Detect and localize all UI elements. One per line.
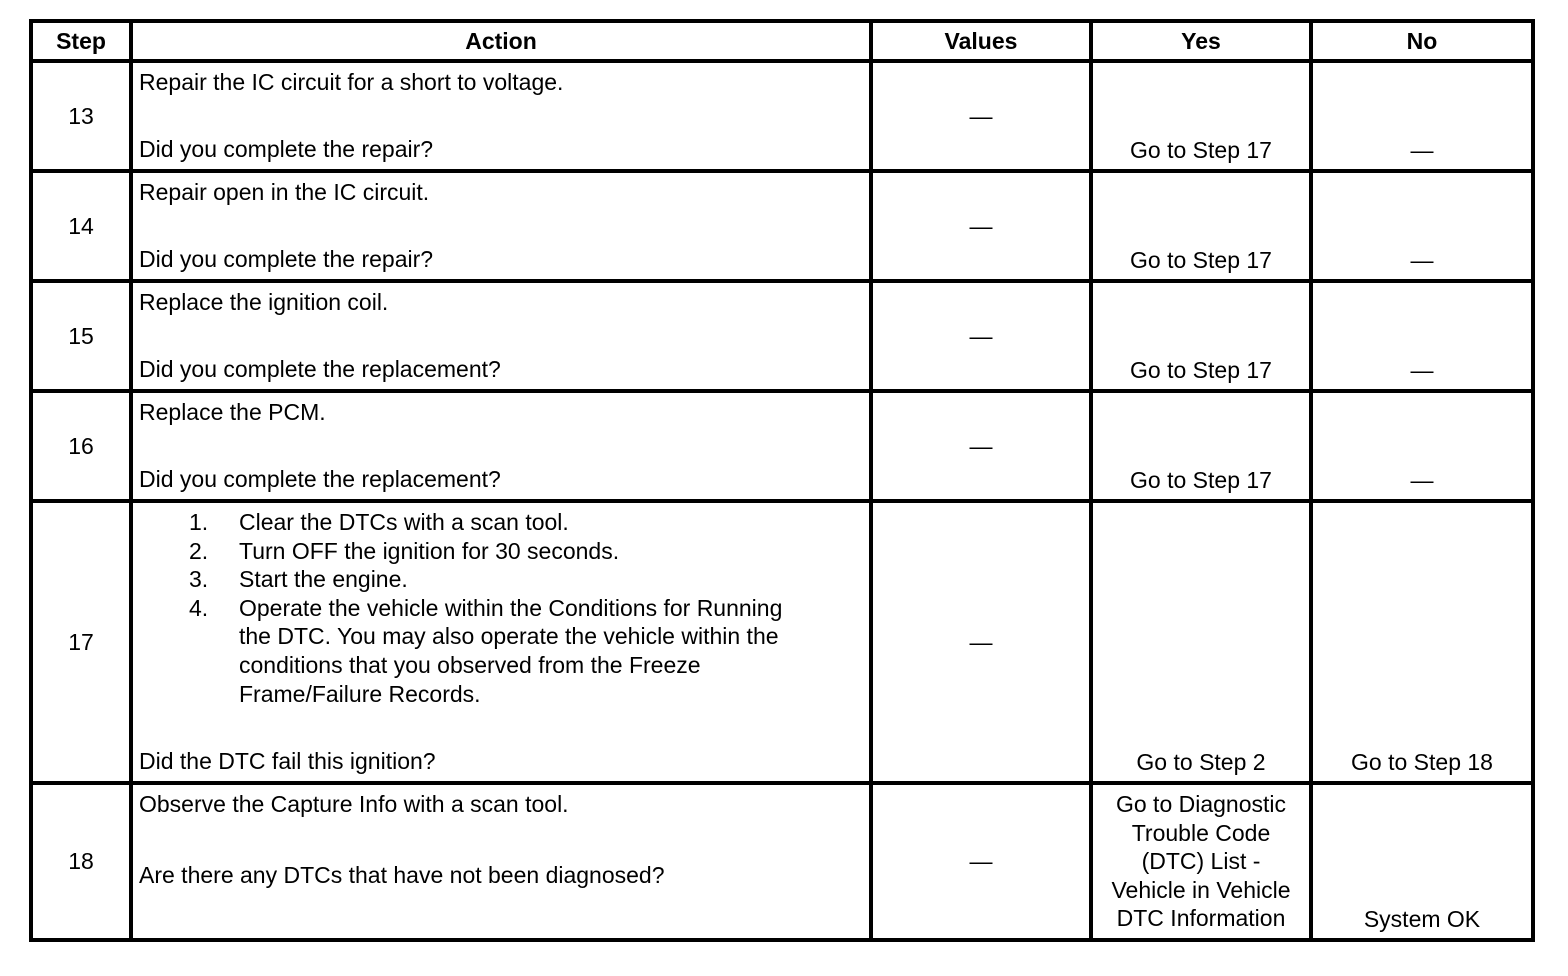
yes-line: Go to Diagnostic [1115, 791, 1287, 818]
header-yes: Yes [1091, 21, 1311, 61]
table-row [31, 281, 1533, 391]
action-cell [131, 171, 871, 281]
action-list-container [139, 508, 863, 708]
table-row [31, 171, 1533, 281]
yes-cell: Go to Step 17 [1091, 281, 1311, 391]
table-row [31, 391, 1533, 501]
list-item-number: 3. [189, 566, 209, 593]
list-item-line: Frame/Failure Records. [239, 680, 481, 707]
list-item-number: 2. [189, 537, 209, 564]
no-cell: — [1311, 61, 1533, 171]
no-cell: — [1311, 391, 1533, 501]
diagnostic-table [29, 19, 1535, 942]
action-text: Repair open in the IC circuit. [139, 179, 430, 205]
table-row [31, 61, 1533, 171]
values-cell: — [871, 501, 1091, 783]
values-cell: — [871, 783, 1091, 940]
list-item-number: 4. [189, 594, 209, 621]
action-text: Replace the PCM. [139, 399, 326, 425]
list-item [139, 565, 863, 594]
step-number: 14 [31, 171, 131, 281]
step-number: 15 [31, 281, 131, 391]
yes-line: Vehicle in Vehicle [1111, 876, 1291, 903]
list-item-number: 1. [189, 509, 209, 535]
action-text: Repair the IC circuit for a short to voltage. [139, 69, 564, 95]
action-cell [131, 61, 871, 171]
step-number: 18 [31, 783, 131, 940]
header-action: Action [131, 21, 871, 61]
action-cell [131, 501, 871, 783]
list-item-text: Clear the DTCs with a scan tool. [239, 509, 569, 535]
action-question: Did you complete the replacement? [139, 466, 501, 492]
action-question: Did the DTC fail this ignition? [139, 748, 436, 774]
yes-text [1093, 790, 1309, 933]
action-text: Replace the ignition coil. [139, 289, 389, 315]
list-item-text: Start the engine. [239, 566, 408, 593]
yes-line: Trouble Code [1131, 819, 1271, 846]
list-item-line: the DTC. You may also operate the vehicle within the [239, 623, 779, 650]
yes-line: DTC Information [1116, 905, 1286, 932]
values-cell: — [871, 281, 1091, 391]
list-item-text: Turn OFF the ignition for 30 seconds. [239, 537, 620, 564]
yes-cell [1091, 783, 1311, 940]
action-question: Did you complete the repair? [139, 136, 434, 162]
yes-cell: Go to Step 2 [1091, 501, 1311, 783]
values-cell: — [871, 61, 1091, 171]
no-cell: — [1311, 281, 1533, 391]
header-row [31, 21, 1533, 61]
action-question: Did you complete the replacement? [139, 356, 501, 382]
yes-cell: Go to Step 17 [1091, 171, 1311, 281]
values-cell: — [871, 391, 1091, 501]
yes-line: (DTC) List - [1141, 848, 1261, 875]
action-question: Did you complete the repair? [139, 246, 434, 272]
list-item [139, 537, 863, 566]
header-step: Step [31, 21, 131, 61]
action-list [139, 508, 863, 708]
list-item [139, 508, 863, 537]
no-cell: System OK [1311, 783, 1533, 940]
step-number: 16 [31, 391, 131, 501]
no-cell: — [1311, 171, 1533, 281]
action-question: Are there any DTCs that have not been diagnosed? [139, 862, 665, 888]
no-cell: Go to Step 18 [1311, 501, 1533, 783]
action-cell [131, 391, 871, 501]
list-item-line: Operate the vehicle within the Conditions for Running [239, 594, 783, 621]
yes-cell: Go to Step 17 [1091, 391, 1311, 501]
action-cell [131, 281, 871, 391]
step-number: 13 [31, 61, 131, 171]
list-item [139, 594, 863, 708]
list-item-line: conditions that you observed from the Freeze [239, 651, 701, 678]
action-text: Observe the Capture Info with a scan tool. [139, 791, 569, 817]
action-cell [131, 783, 871, 940]
yes-cell: Go to Step 17 [1091, 61, 1311, 171]
header-no: No [1311, 21, 1533, 61]
header-values: Values [871, 21, 1091, 61]
step-number: 17 [31, 501, 131, 783]
values-cell: — [871, 171, 1091, 281]
table-row [31, 501, 1533, 783]
table-row [31, 783, 1533, 940]
